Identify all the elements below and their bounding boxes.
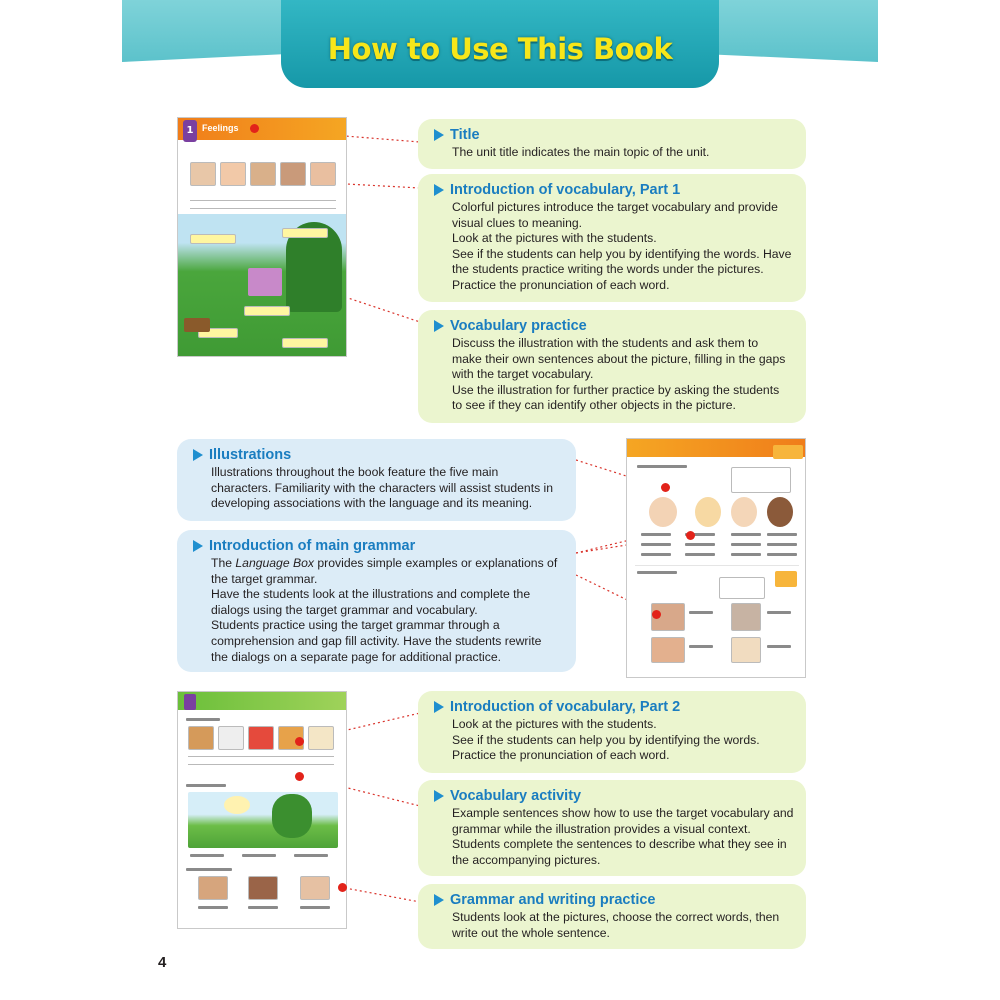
- triangle-bullet-icon: [434, 790, 444, 802]
- callout-text: Colorful pictures introduce the target vocabulary and provide: [452, 200, 778, 214]
- page-number: 4: [158, 954, 167, 971]
- callout-text: the students practice writing the words under the pictures.: [452, 262, 764, 277]
- callout-text: See if the students can help you by identifying the words. Have: [452, 246, 792, 261]
- park-illustration: [188, 792, 338, 848]
- callout-text: make their own sentences about the picture, filling in the gaps: [452, 351, 786, 366]
- marker-dot: [661, 483, 670, 492]
- marker-dot: [295, 737, 304, 746]
- callout-vocabulary-activity: [418, 780, 806, 876]
- vocab-picture: [218, 726, 244, 750]
- unit-title: Feelings: [202, 123, 239, 133]
- callout-text: Students complete the sentences to describe what they see in: [452, 837, 787, 852]
- callout-heading: Introduction of main grammar: [209, 538, 416, 554]
- vocab-picture: [188, 726, 214, 750]
- callout-text: Illustrations throughout the book feature the five main: [211, 465, 499, 479]
- language-box-term: Language Box: [235, 556, 315, 570]
- triangle-bullet-icon: [434, 894, 444, 906]
- callout-text: Practice the pronunciation of each word.: [452, 277, 670, 292]
- triangle-bullet-icon: [434, 129, 444, 141]
- callout-text: The unit title indicates the main topic of the unit.: [452, 145, 710, 159]
- character-face: [695, 497, 721, 527]
- callout-text: write out the whole sentence.: [452, 925, 610, 940]
- callout-text: the dialogs on a separate page for additional practice.: [211, 649, 501, 664]
- callout-text: visual clues to meaning.: [452, 215, 583, 230]
- vocab-picture: [248, 726, 274, 750]
- callout-text: Look at the pictures with the students.: [452, 231, 657, 246]
- callout-heading: Vocabulary activity: [450, 788, 582, 804]
- marker-dot: [652, 610, 661, 619]
- marker-dot: [686, 531, 695, 540]
- callout-text: Have the students look at the illustrations and complete the: [211, 587, 531, 602]
- dialog-picture: [731, 603, 761, 631]
- callout-heading: Title: [450, 127, 480, 143]
- callout-heading: Illustrations: [209, 447, 292, 463]
- callout-text: to see if they can identify other objects in the picture.: [452, 398, 736, 413]
- callout-text: Use the illustration for further practice by asking the students: [452, 382, 780, 397]
- vocab-picture: [190, 162, 216, 186]
- callout-text: developing associations with the language and its meaning.: [211, 496, 533, 511]
- triangle-bullet-icon: [434, 320, 444, 332]
- callout-text: Students practice using the target grammar through a: [211, 618, 500, 633]
- callout-heading: Vocabulary practice: [450, 318, 587, 334]
- callout-vocabulary-practice: [418, 310, 806, 423]
- callout-text: comprehension and gap fill activity. Have the students rewrite: [211, 633, 542, 648]
- callout-text: with the target vocabulary.: [452, 367, 594, 382]
- callout-heading: Grammar and writing practice: [450, 892, 656, 908]
- callout-grammar-writing: [418, 884, 806, 949]
- exercise-picture: [198, 876, 228, 900]
- page-title: How to Use This Book: [327, 32, 673, 66]
- callout-main-grammar: [177, 530, 576, 672]
- vocab-picture: [220, 162, 246, 186]
- callout-text: grammar while the illustration provides a visual context.: [452, 821, 751, 836]
- character-face: [649, 497, 677, 527]
- callout-vocab-part-1: [418, 174, 806, 302]
- dialog-picture: [731, 637, 761, 663]
- vocab-picture: [308, 726, 334, 750]
- unit-page-thumbnail-2: [177, 691, 347, 929]
- callout-vocab-part-2: [418, 691, 806, 773]
- callout-text: Practice the pronunciation of each word.: [452, 748, 670, 763]
- triangle-bullet-icon: [434, 701, 444, 713]
- callout-heading: Introduction of vocabulary, Part 2: [450, 699, 681, 715]
- callout-text: Students look at the pictures, choose the correct words, then: [452, 910, 780, 924]
- marker-dot: [250, 124, 259, 133]
- callout-text: Look at the pictures with the students.: [452, 717, 657, 731]
- callout-text: Discuss the illustration with the students and ask them to: [452, 336, 759, 350]
- vocab-picture: [310, 162, 336, 186]
- callout-text: characters. Familiarity with the characters will assist students in: [211, 480, 554, 495]
- callout-title: [418, 119, 806, 169]
- exercise-picture: [300, 876, 330, 900]
- unit-page-thumbnail-1: [177, 117, 347, 357]
- callout-text: Example sentences show how to use the target vocabulary and: [452, 806, 794, 820]
- exercise-picture: [248, 876, 278, 900]
- callout-heading: Introduction of vocabulary, Part 1: [450, 182, 681, 198]
- grammar-page-thumbnail: [626, 438, 806, 678]
- callout-text: The Language Box provides simple examples or explanations of: [211, 556, 558, 570]
- character-face: [731, 497, 757, 527]
- callout-text: See if the students can help you by identifying the words.: [452, 732, 760, 747]
- callout-text: the accompanying pictures.: [452, 852, 601, 867]
- marker-dot: [338, 883, 347, 892]
- callout-illustrations: [177, 439, 576, 521]
- triangle-bullet-icon: [193, 449, 203, 461]
- callout-text: dialogs using the target grammar and vocabulary.: [211, 602, 478, 617]
- dialog-picture: [651, 637, 685, 663]
- unit-number-badge: 1: [183, 120, 197, 142]
- vocab-picture: [280, 162, 306, 186]
- triangle-bullet-icon: [434, 184, 444, 196]
- marker-dot: [295, 772, 304, 781]
- character-face: [767, 497, 793, 527]
- vocab-picture: [250, 162, 276, 186]
- triangle-bullet-icon: [193, 540, 203, 552]
- callout-text: the target grammar.: [211, 571, 318, 586]
